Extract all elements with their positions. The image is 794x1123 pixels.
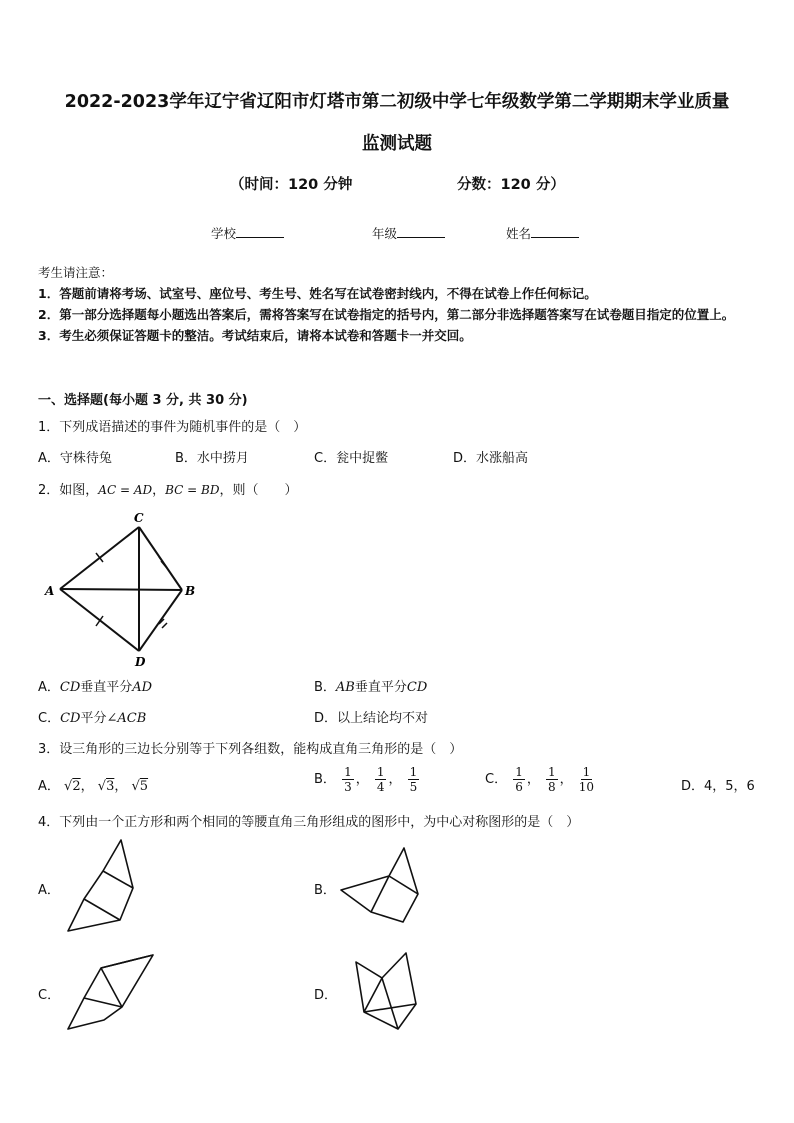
q3-a-sqrt-2: √3 xyxy=(97,779,115,794)
q3-a-sqrt-3: √5 xyxy=(131,779,149,794)
exam-title-line1: 2022-2023学年辽宁省辽阳市灯塔市第二初级中学七年级数学第二学期期末学业质量 xyxy=(64,92,730,112)
q3-stem: 3．设三角形的三边长分别等于下列各组数，能构成直角三角形的是（ ） xyxy=(38,742,463,757)
q2-stem-prefix: 2．如图， xyxy=(38,483,99,498)
q2-condition-2: BC = BD xyxy=(165,483,220,497)
label-d: D xyxy=(135,655,146,669)
q3-option-a-prefix: A． xyxy=(38,779,60,794)
q2-option-c-text: 平分 xyxy=(80,711,107,726)
q2-option-b-m2: CD xyxy=(406,680,428,695)
q4-option-a-label: A． xyxy=(38,883,60,898)
q2-option-a-text: 垂直平分 xyxy=(80,680,133,695)
q1-option-c: C．瓮中捉鳖 xyxy=(314,451,389,466)
note-item-1: 1．答题前请将考场、试室号、座位号、考生号、姓名写在试卷密封线内，不得在试卷上作任何标记。 xyxy=(38,286,597,301)
q1-option-a: A．守株待兔 xyxy=(38,451,112,466)
q2-option-b-text: 垂直平分 xyxy=(354,680,407,695)
q3-b-frac-1: $\frac{1}{3}$ xyxy=(344,765,352,794)
q3-a-sqrt-1: √2 xyxy=(64,779,81,794)
q3-option-b-prefix: B． xyxy=(314,772,336,787)
q3-b-frac-3: $\frac{1}{5}$ xyxy=(409,765,418,794)
grade-label: 年级 xyxy=(372,226,398,241)
q4-figure-d xyxy=(356,953,416,1029)
q3-c-frac-1: $\frac{1}{6}$ xyxy=(515,765,523,794)
q2-option-d: D．以上结论均不对 xyxy=(314,711,429,726)
notes-heading: 考生请注意： xyxy=(38,265,114,280)
q2-option-b-m1: AB xyxy=(335,680,355,695)
exam-score: 分数：120 分） xyxy=(457,177,565,193)
q3-c-frac-2: $\frac{1}{8}$ xyxy=(548,765,556,794)
q3-option-c-prefix: C． xyxy=(485,772,508,787)
q4-option-d-label: D． xyxy=(314,988,338,1003)
section-heading: 一、选择题(每小题 3 分, 共 30 分) xyxy=(38,393,248,408)
q3-option-a: A． √2， √3， √5 xyxy=(38,779,149,794)
q4-figure-c xyxy=(68,955,153,1029)
label-a: A xyxy=(45,584,55,598)
q2-option-a-m1: CD xyxy=(59,680,81,695)
exam-title-line2: 监测试题 xyxy=(362,134,432,154)
name-label: 姓名 xyxy=(506,226,532,241)
q2-option-a-prefix: A． xyxy=(38,680,60,695)
q2-option-a-m2: AD xyxy=(132,680,153,695)
q4-figure-b xyxy=(341,848,418,922)
q3-b-frac-2: $\frac{1}{4}$ xyxy=(376,765,385,794)
q1-stem: 1．下列成语描述的事件为随机事件的是（ ） xyxy=(38,420,307,435)
q2-option-c-m1: CD xyxy=(60,711,81,726)
q2-condition-1: AC = AD xyxy=(98,483,153,497)
label-c: C xyxy=(134,511,144,525)
q4-option-c-label: C． xyxy=(38,988,61,1003)
q3-option-c: C． $\frac{1}{6}$ ， $\frac{1}{8}$ ， $\frac{1}{10}$ xyxy=(485,765,595,794)
q3-option-d: D．4，5，6 xyxy=(681,779,755,794)
q2-stem-suffix: ，则（ ） xyxy=(219,483,298,498)
q2-sep: ， xyxy=(152,483,166,498)
q4-stem: 4．下列由一个正方形和两个相同的等腰直角三角形组成的图形中，为中心对称图形的是（ ） xyxy=(38,815,580,830)
q2-option-c-prefix: C． xyxy=(38,711,61,726)
label-b: B xyxy=(185,584,196,598)
q4-option-b-label: B． xyxy=(314,883,336,898)
q3-c-frac-3: $\frac{1}{10}$ xyxy=(578,765,595,794)
note-item-3: 3．考生必须保证答题卡的整洁。考试结束后，请将本试卷和答题卡一并交回。 xyxy=(38,328,472,343)
q1-option-d: D．水涨船高 xyxy=(453,451,529,466)
school-label: 学校 xyxy=(211,226,237,241)
q3-option-b: B． $\frac{1}{3}$ ， $\frac{1}{4}$ ， $\frac{1}{5}$ xyxy=(314,765,418,794)
note-item-2: 2．第一部分选择题每小题选出答案后，需将答案写在试卷指定的括号内，第二部分非选择题答案写在试卷题目指定的位置上。 xyxy=(38,307,735,322)
q2-option-b-prefix: B． xyxy=(314,680,336,695)
q2-option-c-m2: ∠ACB xyxy=(106,711,147,726)
exam-time: （时间：120 分钟 xyxy=(230,177,353,193)
q1-option-b: B．水中捞月 xyxy=(175,451,249,466)
q4-figure-a xyxy=(68,840,133,931)
